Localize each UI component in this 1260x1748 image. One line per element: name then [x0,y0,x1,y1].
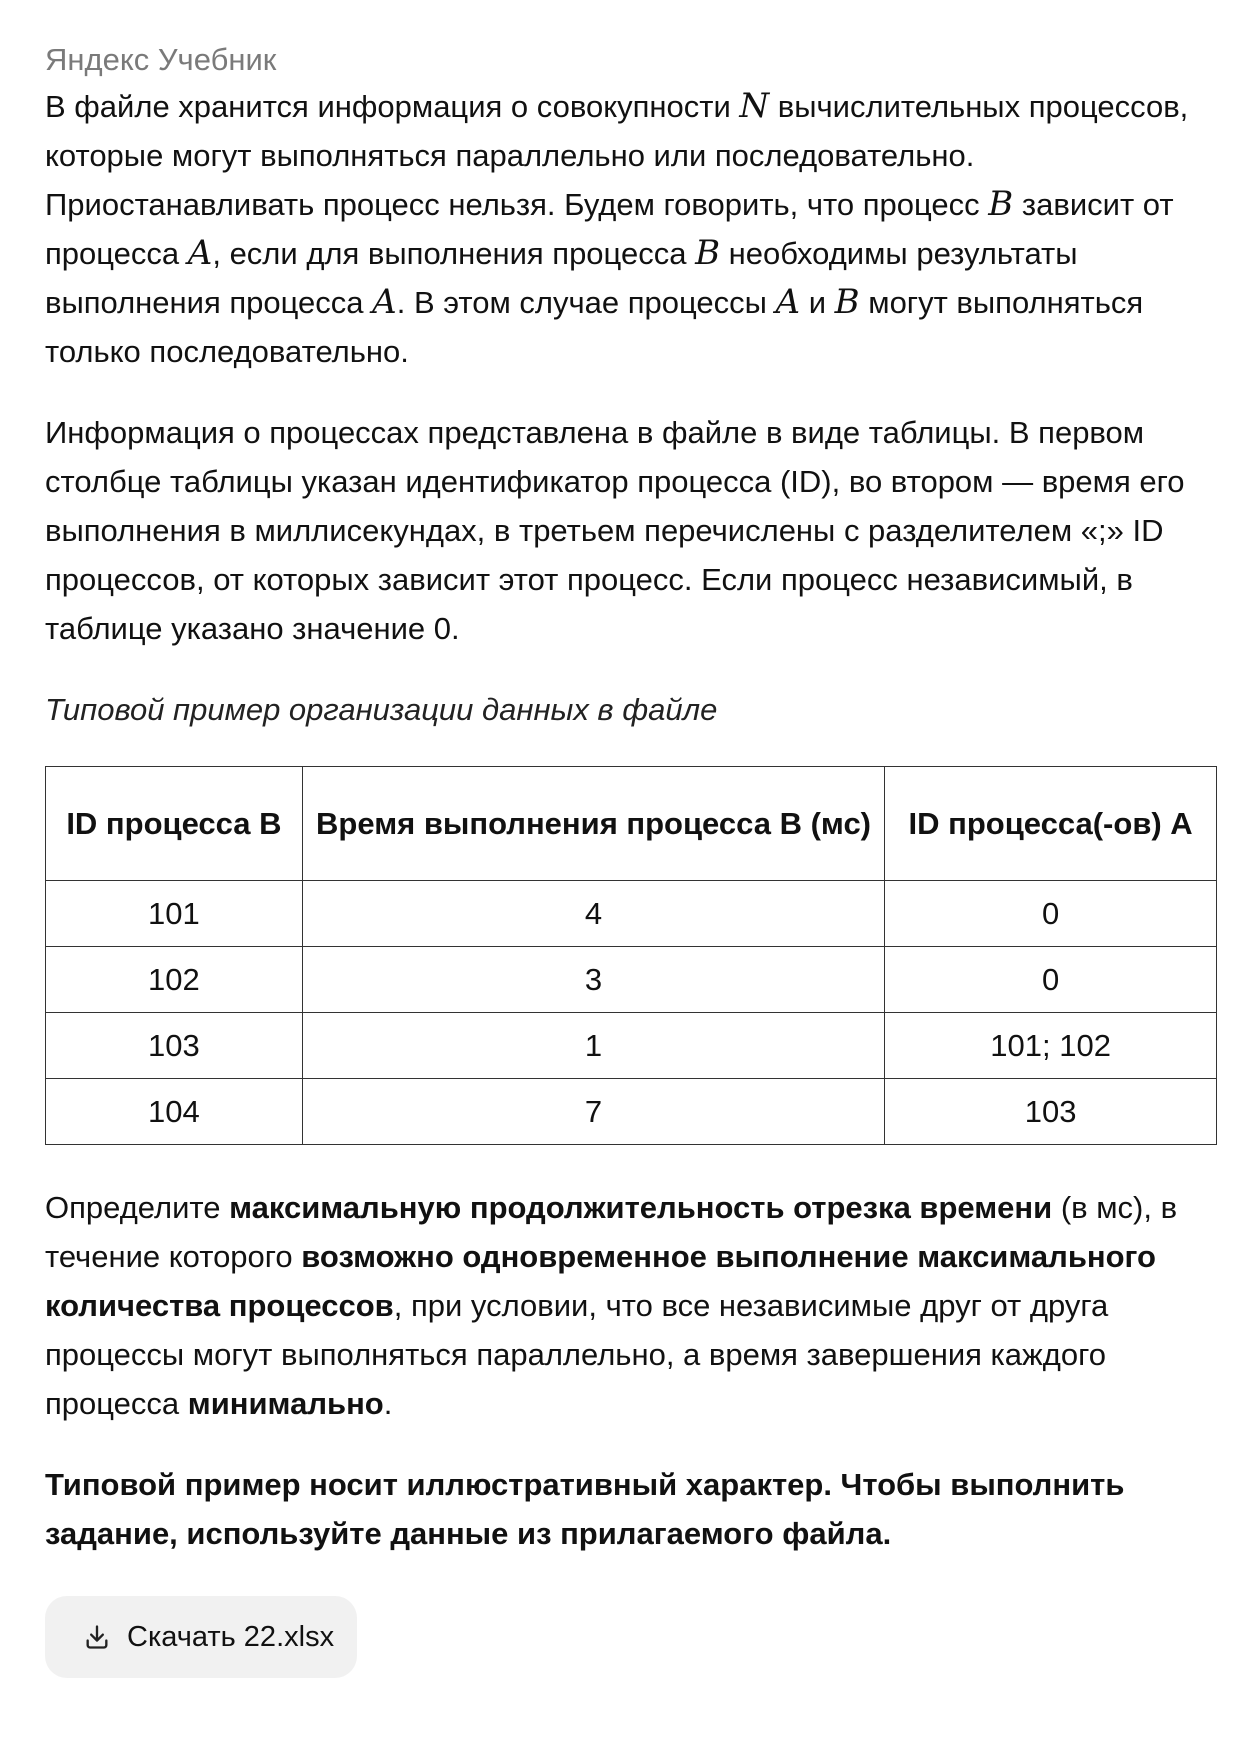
question-text: Определите [45,1190,230,1225]
table-cell: 102 [46,947,303,1013]
table-row [46,1013,1217,1079]
intro-text: . В этом случае процессы [396,285,776,320]
table-cell: 101; 102 [885,1013,1217,1079]
question-paragraph [45,1183,1215,1428]
math-variable: A [372,282,397,322]
math-variable: A [187,233,213,273]
math-variable: N [739,86,770,126]
process-table [45,766,1217,1145]
intro-text: и [800,285,835,320]
task-content [45,40,1215,1558]
table-cell: 1 [302,1013,884,1079]
question-emphasis: минимально [187,1386,384,1421]
table-cell: 103 [885,1079,1217,1145]
question-emphasis: максимальную продолжительность отрезка времени [229,1190,1053,1225]
question-text: (в мс), в течение которого [45,1190,1178,1274]
question-text: . [383,1386,393,1421]
note-paragraph: Типовой пример носит иллюстративный характер. Чтобы выполнить задание, используйте данные из прилагаемого файла. [45,1467,1125,1551]
question-emphasis: возможно одновременное выполнение максимального количества процессов [45,1239,1156,1323]
download-file-button[interactable] [45,1596,357,1678]
table-cell: 0 [885,947,1217,1013]
header-cell: ID процесса B [46,767,303,881]
table-cell: 104 [46,1079,303,1145]
table-header-row [46,767,1217,881]
table-row [46,881,1217,947]
table-row [46,947,1217,1013]
intro-text: , если для выполнения процесса [212,236,696,271]
intro-text: зависит от процесса [45,187,1174,271]
intro-text: могут выполняться только последовательно. [45,285,1144,369]
math-variable: A [775,282,801,322]
intro-text: вычислительных процессов, которые могут выполняться параллельно или последовательно. Приостанавливать процесс нельзя. Будем говорить, что процесс [45,89,1189,222]
table-cell: 103 [46,1013,303,1079]
intro-text: необходимы результаты выполнения процесса [45,236,1078,320]
table-cell: 0 [885,881,1217,947]
table-caption: Типовой пример организации данных в файле [45,692,718,727]
header-cell: Время выполнения процесса B (мс) [302,767,884,881]
math-variable: B [834,282,860,322]
intro-text: В файле хранится информация о совокупности [45,89,740,124]
table-cell: 7 [302,1079,884,1145]
table-cell: 101 [46,881,303,947]
brand-title: Яндекс Учебник [45,42,277,77]
table-cell: 3 [302,947,884,1013]
table-row [46,1079,1217,1145]
intro-paragraph [45,82,1215,376]
question-text: , при условии, что все независимые друг от друга процессы могут выполняться параллельно, а время завершения каждого процесса [45,1288,1109,1421]
math-variable: B [988,184,1014,224]
download-label: Скачать 22.xlsx [127,1620,335,1653]
download-icon [83,1623,111,1651]
table-cell: 4 [302,881,884,947]
header-cell: ID процесса(-ов) A [885,767,1217,881]
math-variable: B [695,233,721,273]
info-paragraph: Информация о процессах представлена в файле в виде таблицы. В первом столбце таблицы указан идентификатор процесса (ID), во втором — время его выполнения в миллисекундах, в третьем перечислены с разделителем «;» ID процессов, от которых зависит этот процесс. Если процесс независимый, в таблице указано значение 0. [45,415,1185,646]
